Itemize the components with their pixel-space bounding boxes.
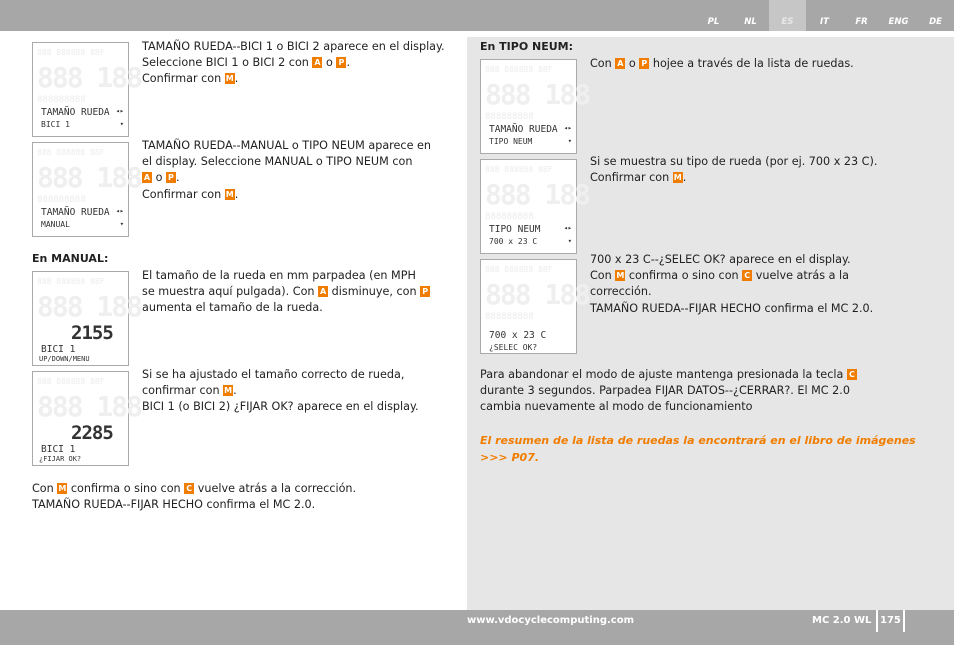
instruction-selec: 700 x 23 C--¿SELEC OK? aparece en el display. Con M confirma o sino con C vuelve atrás a la corrección. TAMAÑO RUEDA--FIJAR HECHO confirma el MC 2.0. bbox=[590, 253, 874, 315]
key-c-icon: C bbox=[847, 369, 857, 380]
lcd-display-confirm: 888 888888 88F 888 188 2285 BICI 1 ¿FIJAR OK? bbox=[32, 371, 129, 466]
instruction-exit: Para abandonar el modo de ajuste mantenga presionada la tecla C durante 3 segundos. Parpadea FIJAR DATOS--¿CERRAR?. El MC 2.0 cambia nuevamente al modo de funcionamiento bbox=[480, 367, 857, 416]
footer-url[interactable]: www.vdocyclecomputing.com bbox=[467, 615, 635, 626]
lcd-line2: 700 x 23 C bbox=[489, 237, 538, 246]
lcd-display-size: 888 888888 88F 888 188 2155 BICI 1 UP/DOWN/MENU bbox=[32, 271, 129, 366]
lcd-line2: UP/DOWN/MENU bbox=[39, 355, 90, 363]
key-a-icon: A bbox=[143, 173, 151, 183]
instruction-browse: Con A o P hojee a través de la lista de ruedas. bbox=[590, 57, 854, 70]
key-a-icon: A bbox=[617, 59, 624, 68]
instruction-size: El tamaño de la rueda en mm parpadea (en MPH se muestra aquí pulgada). Con A disminuye, con P aumenta el tamaño de la rueda. bbox=[142, 268, 430, 317]
key-c-icon: C bbox=[184, 483, 194, 494]
lcd-line1: BICI 1 bbox=[41, 444, 76, 455]
lcd-display-bici: 888 888888 88F 888 188 888888888 TAMAÑO RUEDA ◂▸ BICI 1 ▾ bbox=[32, 42, 129, 137]
language-tabs bbox=[695, 0, 954, 31]
lcd-line2: MANUAL bbox=[41, 220, 70, 229]
instruction-wheel-type: Si se muestra su tipo de rueda (por ej. 700 x 23 C). Confirmar con M. bbox=[590, 155, 878, 185]
key-a-icon: A bbox=[314, 58, 321, 68]
tab-language-it[interactable]: IT bbox=[820, 17, 829, 27]
key-p-icon: P bbox=[420, 286, 430, 297]
tab-language-es[interactable]: ES bbox=[769, 0, 806, 31]
lcd-line1: TAMAÑO RUEDA bbox=[489, 124, 558, 135]
lcd-display-tipo: 888 888888 88F 888 188 888888888 TAMAÑO RUEDA ◂▸ TIPO NEUM ▾ bbox=[480, 59, 577, 154]
lcd-value: 700 x 23 C bbox=[489, 330, 547, 341]
section-heading-tipo-neum: En TIPO NEUM: bbox=[480, 40, 574, 53]
lcd-line2: ¿SELEC OK? bbox=[489, 343, 538, 352]
lcd-line2: TIPO NEUM bbox=[489, 137, 533, 146]
tab-language-pl[interactable]: PL bbox=[707, 17, 720, 27]
key-m-icon: M bbox=[225, 189, 234, 199]
instruction-manual-tipo: TAMAÑO RUEDA--MANUAL o TIPO NEUM aparece en el display. Seleccione MANUAL o TIPO NEUM con A o P . Confirmar con M. bbox=[142, 139, 431, 201]
key-c-icon: C bbox=[742, 270, 752, 281]
tab-language-nl[interactable]: NL bbox=[744, 17, 757, 27]
key-p-icon: P bbox=[639, 58, 649, 69]
lcd-display-wheel-type: 888 888888 88F 888 188 888888888 TIPO NEUM ◂▸ 700 x 23 C ▾ bbox=[480, 159, 577, 254]
page-number: 175 bbox=[876, 610, 905, 632]
lcd-line1: TIPO NEUM bbox=[489, 224, 541, 235]
lcd-display-manual: 888 888888 88F 888 188 888888888 TAMAÑO RUEDA ◂▸ MANUAL ▾ bbox=[32, 142, 129, 237]
instruction-confirm-size: Si se ha ajustado el tamaño correcto de rueda, confirmar con M. BICI 1 (o BICI 2) ¿FIJAR OK? aparece en el display. bbox=[142, 368, 419, 414]
key-a-icon: A bbox=[319, 287, 327, 297]
lcd-line2: BICI 1 bbox=[41, 120, 70, 129]
key-m-icon: M bbox=[58, 484, 67, 493]
lcd-value: 2285 bbox=[71, 422, 113, 444]
lcd-value: 2155 bbox=[71, 322, 113, 344]
footer-model: MC 2.0 WL bbox=[812, 615, 872, 626]
lcd-display-selec: 888 888888 88F 888 188 888888888 700 x 23 C ¿SELEC OK? bbox=[480, 259, 577, 354]
lcd-line2: ¿FIJAR OK? bbox=[39, 455, 82, 463]
tab-language-fr[interactable]: FR bbox=[855, 17, 868, 27]
key-p-icon: P bbox=[336, 57, 346, 68]
section-heading-manual: En MANUAL: bbox=[32, 252, 109, 265]
instruction-finish-manual: Con M confirma o sino con C vuelve atrás a la corrección. TAMAÑO RUEDA--FIJAR HECHO confirma el MC 2.0. bbox=[32, 482, 357, 512]
key-p-icon: P bbox=[166, 172, 176, 183]
note-wheel-list: El resumen de la lista de ruedas la encontrará en el libro de imágenes >>> P07. bbox=[480, 434, 916, 464]
instruction-bici: TAMAÑO RUEDA--BICI 1 o BICI 2 aparece en el display. Seleccione BICI 1 o BICI 2 con A o P . Confirmar con M. bbox=[142, 40, 445, 86]
tab-language-de[interactable]: DE bbox=[929, 17, 942, 27]
lcd-line1: TAMAÑO RUEDA bbox=[41, 107, 110, 118]
lcd-line1: TAMAÑO RUEDA bbox=[41, 207, 110, 218]
tab-language-eng[interactable]: ENG bbox=[888, 17, 909, 27]
key-m-icon: M bbox=[616, 271, 625, 281]
key-m-icon: M bbox=[225, 74, 234, 84]
key-m-icon: M bbox=[673, 173, 682, 183]
footer-bar bbox=[0, 610, 954, 645]
lcd-line1: BICI 1 bbox=[41, 344, 76, 355]
top-bar bbox=[0, 0, 954, 31]
key-m-icon: M bbox=[224, 386, 233, 396]
